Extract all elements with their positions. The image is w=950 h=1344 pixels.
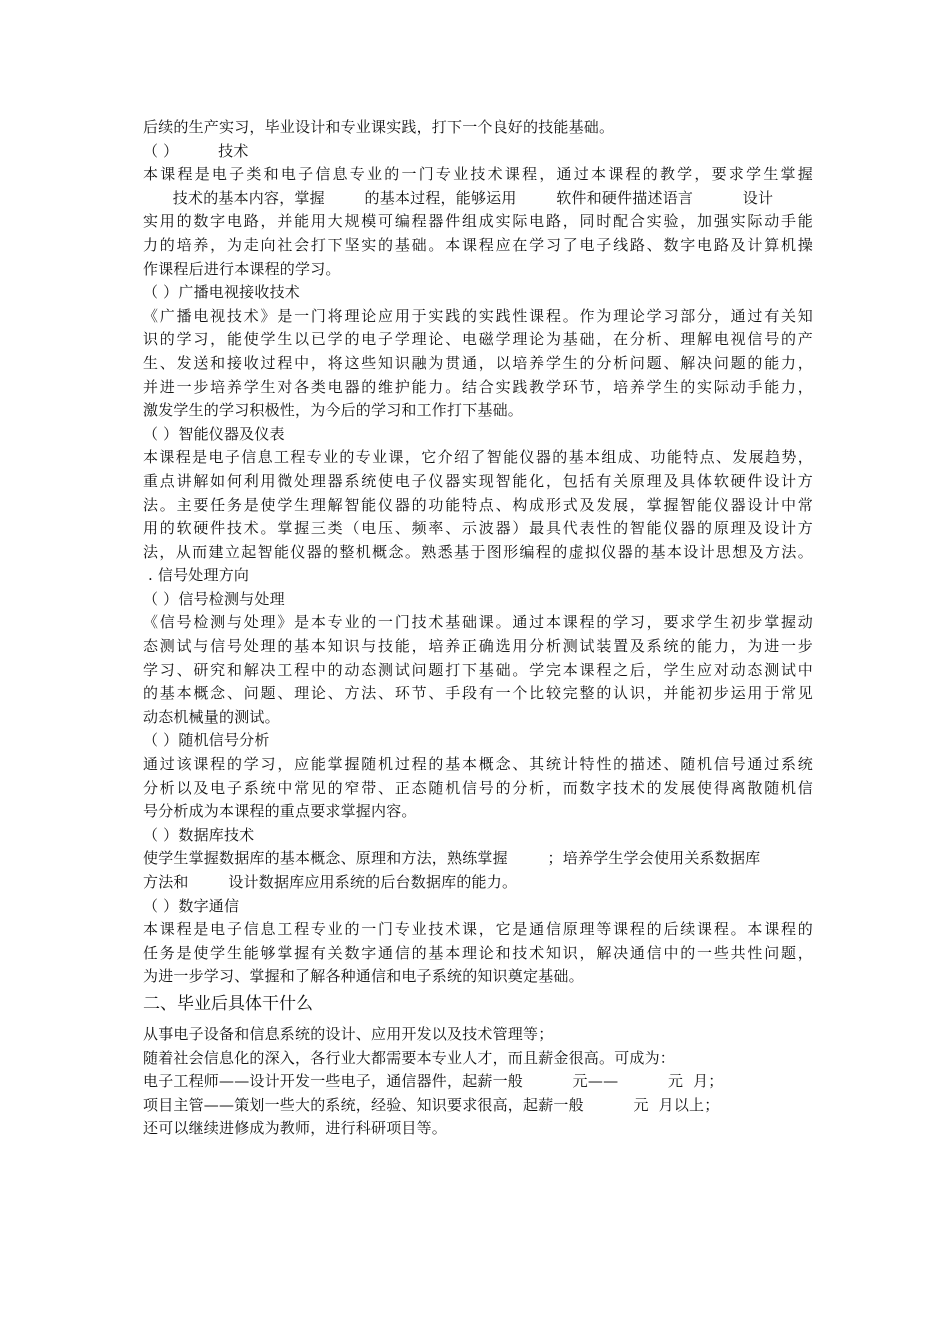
paragraph-line: 随着社会信息化的深入，各行业大都需要本专业人才，而且薪金很高。可成为： (143, 1048, 676, 1067)
course-title: （ ）智能仪器及仪表 (143, 424, 285, 443)
paragraph-line: 本课程是电子信息工程专业的专业课，它介绍了智能仪器的基本组成、功能特点、发展趋势， (143, 448, 813, 467)
course-title: （ ） 技术 (143, 141, 249, 160)
paragraph-line: 本课程是电子信息工程专业的一门专业技术课，它是通信原理等课程的后续课程。本课程的 (143, 920, 813, 939)
paragraph-line: 作课程后进行本课程的学习。 (143, 259, 341, 278)
paragraph-line: 生、发送和接收过程中，将这些知识融为贯通，以培养学生的分析问题、解决问题的能力， (143, 353, 813, 372)
paragraph-line: 《广播电视技术》是一门将理论应用于实践的实践性课程。作为理论学习部分，通过有关知 (143, 306, 813, 325)
paragraph-line: 电子工程师——设计开发一些电子，通信器件，起薪一般 元—— 元 月； (143, 1072, 724, 1091)
paragraph-line: 《信号检测与处理》是本专业的一门技术基础课。通过本课程的学习，要求学生初步掌握动 (143, 613, 813, 632)
paragraph-line: 用的软硬件技术。掌握三类（电压、频率、示波器）最具代表性的智能仪器的原理及设计方 (143, 519, 813, 538)
paragraph-line: 法，从而建立起智能仪器的整机概念。熟悉基于图形编程的虚拟仪器的基本设计思想及方法。 (143, 542, 813, 561)
paragraph-line: 方法和 设计数据库应用系统的后台数据库的能力。 (143, 873, 518, 891)
paragraph-line: 力的培养，为走向社会打下坚实的基础。本课程应在学习了电子线路、数字电路及计算机操 (143, 235, 813, 254)
paragraph-line: 实用的数字电路，并能用大规模可编程器件组成实际电路，同时配合实验，加强实际动手能 (143, 212, 813, 231)
paragraph-line: 还可以继续进修成为教师，进行科研项目等。 (143, 1119, 448, 1138)
paragraph-line: 激发学生的学习积极性，为今后的学习和工作打下基础。 (143, 401, 524, 420)
paragraph-line: 任务是使学生能够掌握有关数字通信的基本理论和技术知识，解决通信中的一些共性问题， (143, 943, 813, 962)
paragraph-line: 态测试与信号处理的基本知识与技能，培养正确选用分析测试装置及系统的能力，为进一步 (143, 637, 813, 656)
paragraph-line: 法。主要任务是使学生理解智能仪器的功能特点、构成形式及发展，掌握智能仪器设计中常 (143, 495, 813, 514)
course-title: （ ）数据库技术 (143, 825, 255, 844)
section-heading: 二、毕业后具体干什么 (143, 993, 313, 1014)
paragraph-line: 的基本概念、问题、理论、方法、环节、手段有一个比较完整的认识，并能初步运用于常见 (143, 684, 813, 703)
paragraph-line: 技术的基本内容，掌握 的基本过程，能够运用 软件和硬件描述语言 设计 (143, 188, 774, 207)
paragraph-line: 识的学习，能使学生以已学的电子学理论、电磁学理论为基础，在分析、理解电视信号的产 (143, 330, 813, 349)
paragraph-line: 本课程是电子类和电子信息专业的一门专业技术课程，通过本课程的教学，要求学生掌握 (143, 165, 813, 184)
paragraph-line: 后续的生产实习，毕业设计和专业课实践，打下一个良好的技能基础。 (143, 118, 615, 136)
course-title: （ ）信号检测与处理 (143, 589, 285, 608)
course-title: （ ）广播电视接收技术 (143, 283, 300, 302)
paragraph-line: 通过该课程的学习，应能掌握随机过程的基本概念、其统计特性的描述、随机信号通过系统 (143, 755, 813, 774)
course-title: （ ）随机信号分析 (143, 731, 270, 750)
paragraph-line: 重点讲解如何利用微处理器系统使电子仪器实现智能化，包括有关原理及具体软硬件设计方 (143, 471, 813, 490)
paragraph-line: 项目主管——策划一些大的系统，经验、知识要求很高，起薪一般 元 月以上； (143, 1095, 720, 1114)
paragraph-line: 动态机械量的测试。 (143, 707, 280, 726)
paragraph-line: 为进一步学习、掌握和了解各种通信和电子系统的知识奠定基础。 (143, 967, 584, 986)
paragraph-line: 从事电子设备和信息系统的设计、应用开发以及技术管理等； (143, 1024, 554, 1043)
paragraph-line: 号分析成为本课程的重点要求掌握内容。 (143, 802, 417, 821)
course-title: （ ）数字通信 (143, 896, 240, 915)
document-page (143, 116, 813, 1141)
section-title: . 信号处理方向 (143, 566, 250, 585)
paragraph-line: 使学生掌握数据库的基本概念、原理和方法，熟练掌握 ；培养学生学会使用关系数据库 (143, 849, 761, 868)
paragraph-line: 学习、研究和解决工程中的动态测试问题打下基础。学完本课程之后，学生应对动态测试中 (143, 660, 813, 679)
paragraph-line: 分析以及电子系统中常见的窄带、正态随机信号的分析，而数字技术的发展使得离散随机信 (143, 778, 813, 797)
paragraph-line: 并进一步培养学生对各类电器的维护能力。结合实践教学环节，培养学生的实际动手能力， (143, 377, 813, 396)
